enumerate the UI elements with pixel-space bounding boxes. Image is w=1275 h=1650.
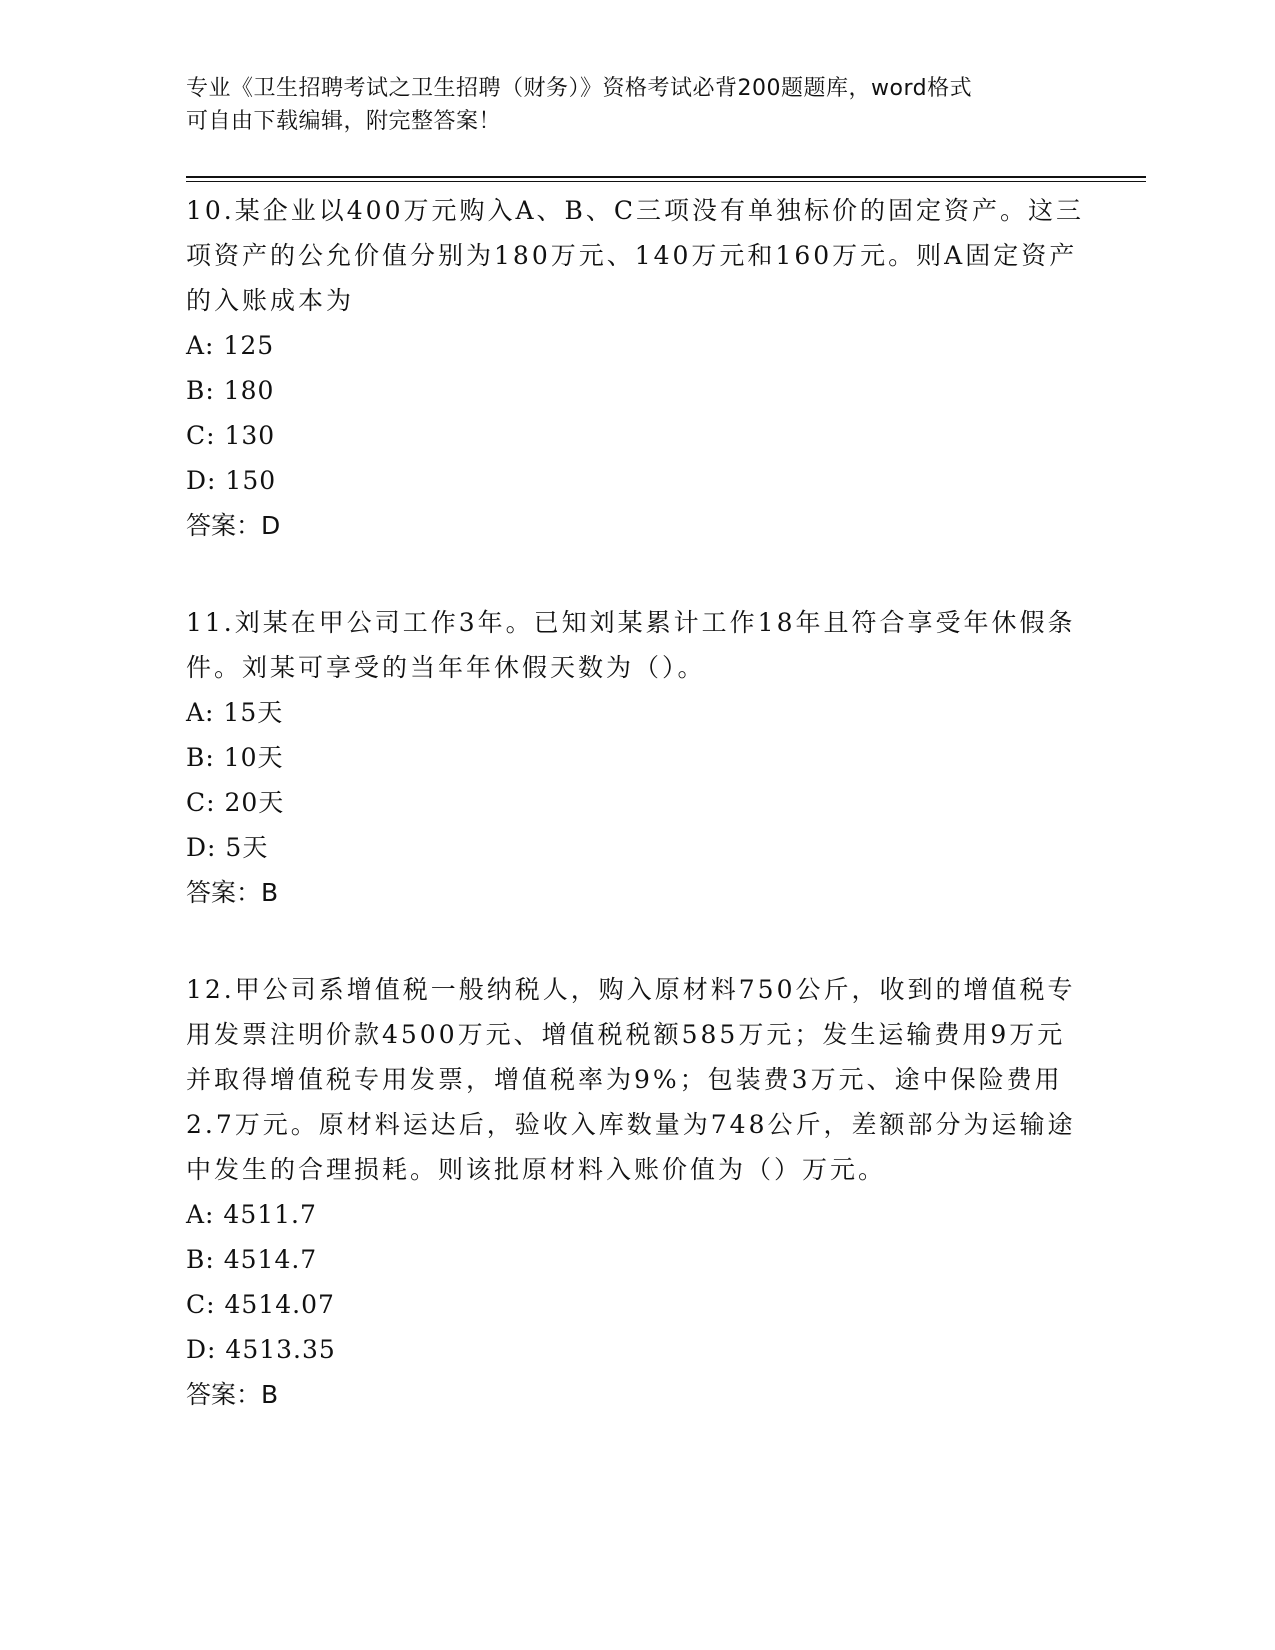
question-11 (186, 600, 1086, 915)
header-line-1: 专业《卫生招聘考试之卫生招聘（财务）》资格考试必背200题题库，word格式 (186, 76, 973, 101)
header-divider-thick (186, 176, 1146, 178)
option-d: D: 150 (186, 466, 277, 495)
option-b: B: 10天 (186, 743, 284, 772)
question-12 (186, 967, 1086, 1417)
option-c: C: 4514.07 (186, 1290, 335, 1319)
option-b: B: 4514.7 (186, 1245, 318, 1274)
header-line-2: 可自由下载编辑，附完整答案！ (186, 109, 502, 134)
option-a: A: 125 (186, 331, 275, 360)
option-b: B: 180 (186, 376, 275, 405)
question-stem: 12.甲公司系增值税一般纳税人，购入原材料750公斤，收到的增值税专用发票注明价款4500万元、增值税税额585万元；发生运输费用9万元并取得增值税专用发票，增值税率为9%；包装费3万元、途中保险费用2.7万元。原材料运达后，验收入库数量为748公斤，差额部分为运输途中发生的合理损耗。则该批原材料入账价值为（）万元。 (186, 975, 1076, 1184)
answer-line: 答案：D (186, 511, 281, 540)
option-a: A: 15天 (186, 698, 284, 727)
answer-line: 答案：B (186, 1380, 279, 1409)
document-header (186, 72, 1086, 138)
option-d: D: 4513.35 (186, 1335, 336, 1364)
option-c: C: 20天 (186, 788, 285, 817)
header-divider-thin (186, 181, 1146, 182)
question-stem: 11.刘某在甲公司工作3年。已知刘某累计工作18年且符合享受年休假条件。刘某可享受的当年年休假天数为（）。 (186, 608, 1076, 682)
option-a: A: 4511.7 (186, 1200, 317, 1229)
option-c: C: 130 (186, 421, 276, 450)
option-d: D: 5天 (186, 833, 269, 862)
question-list (186, 188, 1086, 1469)
question-10 (186, 188, 1086, 548)
answer-line: 答案：B (186, 878, 279, 907)
question-stem: 10.某企业以400万元购入A、B、C三项没有单独标价的固定资产。这三项资产的公允价值分别为180万元、140万元和160万元。则A固定资产的入账成本为 (186, 196, 1085, 315)
